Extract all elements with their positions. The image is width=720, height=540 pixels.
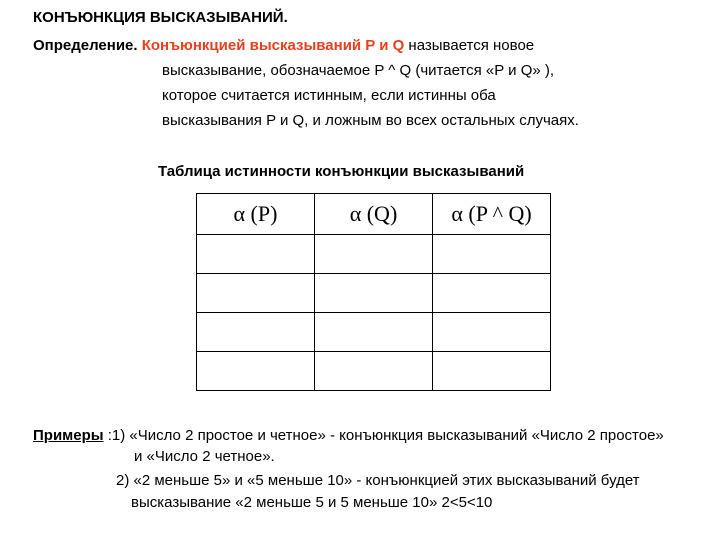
examples-label: Примеры	[33, 427, 104, 444]
table-cell	[197, 313, 315, 352]
table-row	[197, 274, 551, 313]
table-cell	[433, 352, 551, 391]
example-2-line-1: 2) «2 меньше 5» и «5 меньше 10» - конъюнкцией этих высказываний будет	[116, 472, 640, 489]
definition-line-4: высказывания P и Q, и ложным во всех остальных случаях.	[162, 112, 579, 129]
definition-line1-rest: называется новое	[404, 37, 535, 54]
header-alpha-p-and-q: α (P ^ Q)	[433, 194, 551, 235]
table-cell	[197, 235, 315, 274]
table-row	[197, 352, 551, 391]
example-2-line-2: высказывание «2 меньше 5 и 5 меньше 10» 2<5<10	[131, 494, 493, 511]
table-cell	[315, 313, 433, 352]
definition-term: Конъюнкцией высказываний P и Q	[141, 37, 405, 54]
definition-line-3: которое считается истинным, если истинны оба	[162, 87, 496, 104]
table-cell	[315, 235, 433, 274]
table-cell	[197, 352, 315, 391]
table-cell	[433, 313, 551, 352]
table-row	[197, 313, 551, 352]
table-cell	[197, 274, 315, 313]
page-title: КОНЪЮНКЦИЯ ВЫСКАЗЫВАНИЙ.	[33, 9, 288, 26]
table-row	[197, 235, 551, 274]
table-caption: Таблица истинности конъюнкции высказываний	[158, 163, 525, 180]
table-header-row	[197, 194, 551, 235]
table-cell	[433, 235, 551, 274]
truth-table	[196, 193, 551, 391]
header-alpha-q: α (Q)	[315, 194, 433, 235]
table-cell	[315, 274, 433, 313]
header-alpha-p: α (P)	[197, 194, 315, 235]
table-cell	[315, 352, 433, 391]
example-1-line-1	[33, 427, 664, 444]
example-1-line-2: и «Число 2 четное».	[134, 448, 275, 465]
definition-line-2: высказывание, обозначаемое P ^ Q (читается «P и Q» ),	[162, 62, 555, 79]
definition-label: Определение.	[33, 37, 138, 54]
table-cell	[433, 274, 551, 313]
example-1-text: :1) «Число 2 простое и четное» - конъюнкция высказываний «Число 2 простое»	[103, 427, 664, 444]
definition-line-1	[33, 37, 534, 54]
